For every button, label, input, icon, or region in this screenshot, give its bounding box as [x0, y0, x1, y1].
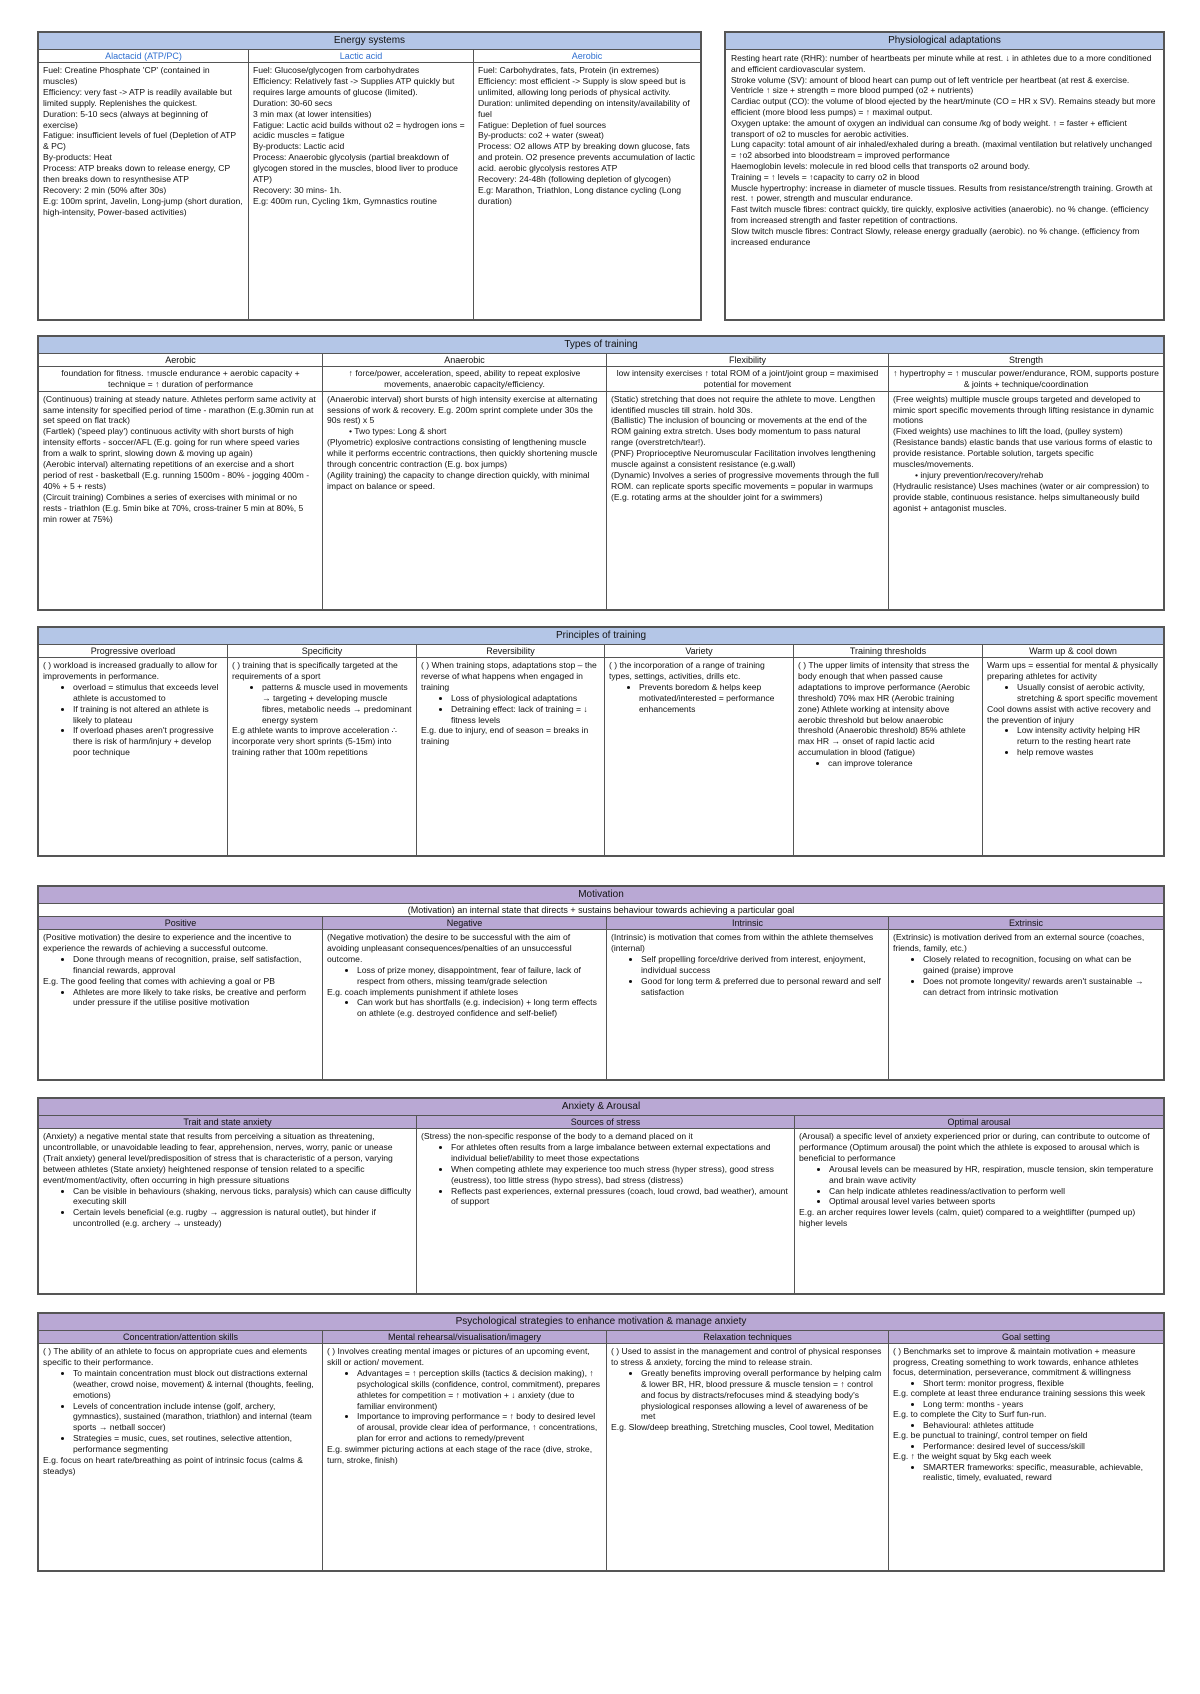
lactic-line: 3 min max (at lower intensities) [253, 108, 372, 119]
adaptation-item: Oxygen uptake: the amount of oxygen an individual can consume /kg of body weight. ↑ = faster + efficient transport of o2 to muscles for aerobic activities. [731, 117, 1127, 139]
principle-intro: ( ) workload is increased gradually to allow for improvements in performance. [43, 660, 218, 681]
training-anaerobic-column [323, 354, 607, 610]
aerobic-column [474, 50, 700, 320]
types-of-training-title: Types of training [39, 337, 1163, 354]
principle-outro: E.g. due to injury, end of season = breaks in training [421, 725, 589, 747]
aerobic-line: Fuel: Carbohydrates, fats, Protein (in extremes) [478, 65, 660, 75]
principle-bullet: • overload = stimulus that exceeds level athlete is accustomed to [73, 682, 223, 704]
principle-bullet: • Low intensity activity helping HR return to the resting heart rate [1017, 725, 1159, 747]
lactic-line: By-products: Lactic acid [253, 141, 345, 152]
training-flexibility-heading: Flexibility [607, 354, 888, 367]
psych-outro: E.g. Slow/deep breathing, Stretching muscles, Cool towel, Meditation [611, 1422, 874, 1433]
mental-rehearsal-heading: Mental rehearsal/visualisation/imagery [323, 1331, 606, 1344]
lactic-line: E.g: 400m run, Cycling 1km, Gymnastics routine [253, 195, 437, 206]
adaptation-item: Stroke volume (SV): amount of blood heart can pump out of left ventricle per heartbeat (at rest & exercise. Ventricle ↑ size + strength = more blood pumped (o2 + nutrients) [731, 74, 1130, 96]
aerobic-line: Efficiency: most efficient -> Supply is slow speed but is unlimited, allowing long periods of physical activity. [478, 75, 686, 97]
training-thresholds-column [794, 645, 983, 856]
lactic-acid-heading: Lactic acid [249, 50, 473, 63]
training-line: (Plyometric) explosive contractions consisting of lengthening muscle while it performs eccentric contractions, then quickly shortening muscle through concentric contraction (E.g. box jumps) [327, 437, 598, 470]
motivation-bullet: • Athletes are more likely to take risks, be creative and perform under pressure if the utilise positive motivation [73, 987, 318, 1009]
optimal-arousal-column [795, 1116, 1163, 1294]
sources-of-stress-column [417, 1116, 795, 1294]
lactic-line: Fatigue: Lactic acid builds without o2 = hydrogen ions = acidic muscles = fatigue [253, 119, 465, 141]
psych-intro: ( ) Involves creating mental images or pictures of an upcoming event, skill or action/ movement. [327, 1346, 590, 1367]
lactic-line: Efficiency: Relatively fast -> Supplies ATP quickly but requires large amounts of glucose (limited). [253, 75, 455, 97]
alactacid-heading: Alactacid (ATP/PC) [39, 50, 248, 63]
reversibility-heading: Reversibility [417, 645, 604, 658]
alactacid-line: Process: ATP breaks down to release energy, CP then breaks down to resynthesise ATP [43, 163, 231, 185]
principle-intro: ( ) the incorporation of a range of training types, settings, activities, drills etc. [609, 660, 765, 681]
training-flexibility-column [607, 354, 889, 610]
alactacid-line: Fatigue: insufficient levels of fuel (Depletion of ATP & PC) [43, 130, 236, 152]
anxiety-arousal-section [37, 1097, 1165, 1295]
motivation-bullet: • Good for long term & preferred due to personal reward and self satisfaction [641, 976, 884, 998]
principle-bullet: • help remove wastes [1017, 747, 1159, 758]
anxiety-bullet: • Arousal levels can be measured by HR, respiration, muscle tension, skin temperature and brain wave activity [829, 1164, 1159, 1186]
adaptation-item: Slow twitch muscle fibres: Contract Slowly, release energy gradually (aerobic). no % change. (efficiency from increased endurance [731, 225, 1140, 247]
adaptation-item: Lung capacity: total amount of air inhaled/exhaled during a breath. (maximal ventilation but relatively unchanged = ↑o2 absorbed into bloodstream = improved performance [731, 139, 1153, 161]
anxiety-intro: (Anxiety) a negative mental state that results from perceiving a situation as threatening, uncontrollable, or unavoidable leading to fear, apprehension, nerves, worry, panic or unease (Trait anxiety) general level/predisposition of stress that is characteristic of a person, varying between athletes (State anxiety) heightened response of tension related to a specific event/moment/activity, often occurring in high pressure situations [43, 1131, 393, 1185]
principle-bullet: • patterns & muscle used in movements → targeting + developing muscle fibres, metabolic needs → predominant energy system [262, 682, 412, 726]
psych-bullet: • Importance to improving performance = ↑ body to desired level of arousal, provide clear idea of performance, ↑ concentrations, plan for error and actions to remedy/prevent [357, 1411, 602, 1444]
positive-heading: Positive [39, 917, 322, 930]
motivation-bullet: • Does not promote longevity/ rewards aren't sustainable → can detract from intrinsic motivation [923, 976, 1159, 998]
reversibility-column [417, 645, 605, 856]
training-aerobic-intro: foundation for fitness. ↑muscle endurance + aerobic capacity + technique = ↑ duration of performance [39, 367, 322, 392]
motivation-intro: (Extrinsic) is motivation derived from an external source (coaches, friends, family, etc.) [893, 932, 1145, 953]
principle-bullet: • can improve tolerance [828, 758, 978, 769]
principle-intro: ( ) The upper limits of intensity that stress the body enough that when passed cause adaptations to improve performance (Aerobic threshold) 70% max HR (Aerobic training zone) Athlete working at intensity above aerobic threshold but below anaerobic threshold (Anaerobic threshold) 85% athlete max HR → onset of rapid lactic acid accumulation in blood (fatigue) [798, 660, 970, 758]
aerobic-heading: Aerobic [474, 50, 700, 63]
motivation-intro: (Negative motivation) the desire to be successful with the aim of avoiding unpleasant consequences/penalties of an unsuccessful outcome. [327, 932, 572, 964]
principle-bullet: • Usually consist of aerobic activity, stretching & sport specific movement [1017, 682, 1159, 704]
training-anaerobic-intro: ↑ force/power, acceleration, speed, ability to repeat explosive movements, anaerobic capacity/efficiency. [323, 367, 606, 392]
alactacid-column [39, 50, 249, 320]
sources-of-stress-heading: Sources of stress [417, 1116, 794, 1129]
training-line: (Anaerobic interval) short bursts of high intensity exercise at alternating sessions of work & recovery. E.g. 200m sprint complete under 30s the 90s rest) x 5 [327, 393, 598, 426]
specificity-column [228, 645, 417, 856]
negative-motivation-column [323, 917, 607, 1081]
training-strength-intro: ↑ hypertrophy = ↑ muscular power/endurance, ROM, supports posture & joints + technique/coordination [889, 367, 1163, 392]
psych-bullet: • SMARTER frameworks: specific, measurable, achievable, realistic, timely, evaluated, reward [923, 1462, 1159, 1483]
psych-outro: E.g. to complete the City to Surf fun-run. [893, 1409, 1047, 1419]
warm-up-cool-down-column [983, 645, 1163, 856]
psych-bullet: • To maintain concentration must block out distractions external (weather, crowd noise, movement) & internal (thoughts, feeling, emotions) [73, 1368, 318, 1401]
anxiety-bullet: • For athletes often results from a large imbalance between external expectations and individual belief/ability to meet those expectations [451, 1142, 790, 1164]
energy-systems-title: Energy systems [39, 33, 700, 50]
intrinsic-motivation-column [607, 917, 889, 1081]
training-anaerobic-heading: Anaerobic [323, 354, 606, 367]
training-line: • injury prevention/recovery/rehab [915, 469, 1044, 480]
anxiety-bullet: • Can be visible in behaviours (shaking, nervous ticks, paralysis) which can cause difficulty executing skill [73, 1186, 412, 1208]
psych-bullet: • Short term: monitor progress, flexible [923, 1378, 1159, 1389]
training-line: (Fartlek) ('speed play') continuous activity with short bursts of high intensity efforts - soccer/AFL (E.g. going for run where speed varies from a walk to sprint, slowing down & moving up again) [43, 426, 300, 459]
positive-motivation-column [39, 917, 323, 1081]
anxiety-bullet: • Certain levels beneficial (e.g. rugby → aggression is natural outlet), but hinder if uncontrolled (e.g. archery → unsteady) [73, 1207, 412, 1229]
aerobic-line: Duration: unlimited depending on intensity/availability of fuel [478, 97, 690, 119]
training-line: • Two types: Long & short [349, 426, 447, 437]
psych-bullet: • Long term: months - years [923, 1399, 1159, 1410]
psych-outro: E.g. complete at least three endurance training sessions this week [893, 1388, 1146, 1398]
training-line: (Hydraulic resistance) Uses machines (water or air compression) to provide stable, continuous resistance. helps simultaneously build agonist + antagonist muscles. [893, 480, 1149, 513]
variety-column [605, 645, 794, 856]
anxiety-bullet: • Can help indicate athletes readiness/activation to perform well [829, 1186, 1159, 1197]
adaptation-item: Muscle hypertrophy: increase in diameter of muscle tissues. Results from resistance/strength training. Growth at rest. ↑ power, strength and muscular endurance. [731, 182, 1153, 204]
motivation-bullet: • Loss of prize money, disappointment, fear of failure, lack of respect from others, missing team/grade selection [357, 965, 602, 987]
physiological-adaptations-title: Physiological adaptations [726, 33, 1163, 50]
trait-state-anxiety-column [39, 1116, 417, 1294]
principle-bullet: • If overload phases aren't progressive there is risk of harm/injury + develop poor technique [73, 725, 223, 758]
principle-outro: Cool downs assist with active recovery and the prevention of injury [987, 703, 1151, 725]
goal-setting-heading: Goal setting [889, 1331, 1163, 1344]
psych-bullet: • Behavioural: athletes attitude [923, 1420, 1159, 1431]
physiological-adaptations-section [724, 31, 1165, 321]
motivation-definition: (Motivation) an internal state that directs + sustains behaviour towards achieving a particular goal [39, 904, 1163, 917]
adaptation-item: Fast twitch muscle fibres: contract quickly, tire quickly, explosive activities (anaerobic). no % change. (efficiency from increased strength and faster repetition of contractions. [731, 204, 1149, 225]
goal-setting-column [889, 1331, 1163, 1571]
psych-bullet: • Strategies = music, cues, set routines, selective attention, performance segmenting [73, 1433, 318, 1455]
motivation-title: Motivation [39, 887, 1163, 904]
concentration-column [39, 1331, 323, 1571]
concentration-heading: Concentration/attention skills [39, 1331, 322, 1344]
adaptation-item: Haemoglobin levels: molecule in red blood cells that transports o2 around body. [731, 160, 1030, 171]
training-line: (Fixed weights) use machines to lift the load, (pulley system) [893, 426, 1123, 437]
training-line: (Resistance bands) elastic bands that use various forms of elastic to provide resistance. Portable solution, targets specific muscles/movements. [893, 437, 1153, 470]
adaptation-item: Resting heart rate (RHR): number of heartbeats per minute while at rest. ↓ in athletes due to a more conditioned and efficient cardiovascular system. [731, 53, 1152, 74]
variety-heading: Variety [605, 645, 793, 658]
motivation-outro: E.g. The good feeling that comes with achieving a goal or PB [43, 975, 276, 986]
specificity-heading: Specificity [228, 645, 416, 658]
psychological-strategies-section [37, 1312, 1165, 1572]
training-line: (Continuous) training at steady nature. Athletes perform same activity at same intensity for specified period of time - marathon (E.g.30min run at set speed on flat track) [43, 393, 316, 426]
adaptation-item: Cardiac output (CO): the volume of blood ejected by the heart/minute (CO = HR x SV). Remains steady but more efficient (more blood less pumps) = ↑ maximal output. [731, 96, 1156, 117]
anxiety-bullet: • When competing athlete may experience too much stress (hyper stress), good stress (eustress), too little stress (hypo stress), bad stress (distress) [451, 1164, 790, 1186]
anxiety-outro: E.g. an archer requires lower levels (calm, quiet) compared to a weightlifter (pumped up) higher levels [799, 1207, 1136, 1229]
training-line: (Agility training) the capacity to change direction quickly, with minimal impact on balance or speed. [327, 469, 590, 491]
psychological-strategies-title: Psychological strategies to enhance motivation & manage anxiety [39, 1314, 1163, 1331]
alactacid-line: Efficiency: very fast -> ATP is readily available but limited supply. Replenishes the quickest. [43, 86, 232, 108]
lactic-line: Recovery: 30 mins- 1h. [253, 184, 342, 195]
motivation-outro: E.g. coach implements punishment if athlete loses [327, 986, 519, 997]
anxiety-intro: (Arousal) a specific level of anxiety experienced prior or during, can contribute to outcome of performance (Optimum arousal) the point which the athlete is exposed to arousal which is beneficial to performance [799, 1131, 1150, 1163]
alactacid-line: E.g: 100m sprint, Javelin, Long-jump (short duration, high-intensity, Power-based activities) [43, 195, 243, 217]
mental-rehearsal-column [323, 1331, 607, 1571]
energy-systems-section [37, 31, 702, 321]
psych-bullet: • Advantages = ↑ perception skills (tactics & decision making), ↑ psychological skills (confidence, control, commitment), prepares athletes for competition = ↑ motivation + ↓ anxiety (due to familiar environment) [357, 1368, 602, 1412]
anxiety-intro: (Stress) the non-specific response of the body to a demand placed on it [421, 1131, 693, 1141]
training-strength-column [889, 354, 1163, 610]
training-line: (Static) stretching that does not require the athlete to move. Lengthen identified muscles till strain. hold 30s. [611, 393, 876, 415]
relaxation-column [607, 1331, 889, 1571]
principle-bullet: • Prevents boredom & helps keep motivated/interested = performance enhancements [639, 682, 789, 715]
psych-intro: ( ) Used to assist in the management and control of physical responses to stress & anxiety, forcing the mind to release strain. [611, 1346, 882, 1367]
relaxation-heading: Relaxation techniques [607, 1331, 888, 1344]
motivation-section [37, 885, 1165, 1081]
training-flexibility-intro: low intensity exercises ↑ total ROM of a joint/joint group = maximised potential for movement [607, 367, 888, 392]
anxiety-bullet: • Reflects past experiences, external pressures (coach, loud crowd, bad weather), amount of support [451, 1186, 790, 1208]
lactic-line: Fuel: Glucose/glycogen from carbohydrates [253, 65, 420, 75]
anxiety-arousal-title: Anxiety & Arousal [39, 1099, 1163, 1116]
principles-of-training-title: Principles of training [39, 628, 1163, 645]
psych-outro: E.g. swimmer picturing actions at each stage of the race (dive, stroke, turn, stroke, finish) [327, 1444, 593, 1466]
lactic-acid-column [249, 50, 474, 320]
alactacid-line: Fuel: Creatine Phosphate 'CP' (contained in muscles) [43, 65, 210, 86]
psych-bullet: • Greatly benefits improving overall performance by helping calm & lower BR, HR, blood pressure & muscle tension = ↑ control and focus by distracts/refocuses mind & steadying body's physiological responses allowing a level of awareness of be met [641, 1368, 884, 1423]
psych-outro: E.g. focus on heart rate/breathing as point of intrinsic focus (calms & steadys) [43, 1455, 303, 1476]
training-line: (Free weights) multiple muscle groups targeted and developed to mimic sport specific movements through lifting resistance in dynamic motions [893, 393, 1154, 426]
principle-bullet: • Detraining effect: lack of training = ↓ fitness levels [451, 704, 600, 726]
motivation-bullet: • Can work but has shortfalls (e.g. indecision) + long term effects on athlete (e.g. destroyed confidence and self-belief) [357, 997, 602, 1019]
training-strength-heading: Strength [889, 354, 1163, 367]
motivation-bullet: • Self propelling force/drive derived from interest, enjoyment, individual success [641, 954, 884, 976]
training-line: (Ballistic) The inclusion of bouncing or movements at the end of the ROM gaining extra stretch. Uses body momentum to pass natural range (overstretch/tear!). [611, 415, 867, 448]
principle-intro: ( ) When training stops, adaptations stop – the reverse of what happens when engaged in training [421, 660, 597, 692]
aerobic-line: E.g: Marathon, Triathlon, Long distance cycling (Long duration) [478, 184, 682, 206]
lactic-line: Process: Anaerobic glycolysis (partial breakdown of glycogen stored in the muscles, blood liver to produce ATP) [253, 152, 458, 185]
aerobic-line: By-products: co2 + water (sweat) [478, 130, 604, 141]
principle-outro: E.g athlete wants to improve acceleration ∴ incorporate very short sprints (5-15m) into training rather that 100m repetitions [232, 725, 398, 758]
alactacid-line: Recovery: 2 min (50% after 30s) [43, 184, 167, 195]
motivation-intro: (Intrinsic) is motivation that comes from within the athlete themselves (internal) [611, 932, 874, 953]
motivation-bullet: • Closely related to recognition, focusing on what can be gained (praise) improve [923, 954, 1159, 976]
training-aerobic-column [39, 354, 323, 610]
psych-intro: ( ) The ability of an athlete to focus on appropriate cues and elements specific to their performance. [43, 1346, 308, 1367]
progressive-overload-heading: Progressive overload [39, 645, 227, 658]
anxiety-bullet: • Optimal arousal level varies between sports [829, 1196, 1159, 1207]
aerobic-line: Process: O2 allows ATP by breaking down glucose, fats and protein. O2 presence prevents accumulation of lactic acid. aerobic glycolysis restores ATP [478, 141, 695, 174]
psych-intro: ( ) Benchmarks set to improve & maintain motivation + measure progress, Creating something to work towards, enhance athletes focus, determination, perseverance, commitment & willingness [893, 1346, 1139, 1377]
alactacid-line: By-products: Heat [43, 152, 112, 163]
adaptation-item: Training = ↑ levels = ↑capacity to carry o2 in blood [731, 171, 920, 182]
types-of-training-section [37, 335, 1165, 611]
training-line: (Aerobic interval) alternating repetitions of an exercise and a short period of rest - basketball (E.g. running 1500m - 80% - jogging 400m - 40% + 5 + rests) [43, 459, 310, 491]
intrinsic-heading: Intrinsic [607, 917, 888, 930]
psych-bullet: • Levels of concentration include intense (golf, archery, gymnastics), sustained (marathon, triathlon) and internal (team sports → netball soccer) [73, 1401, 318, 1434]
motivation-intro: (Positive motivation) the desire to experience and the incentive to experience the rewards of achieving a successful outcome. [43, 932, 292, 953]
training-line: (Circuit training) Combines a series of exercises with minimal or no rests - triathlon (E.g. 5min bike at 70%, cross-trainer 5 min at 80%, 5 min rower at 75%) [43, 491, 304, 524]
training-line: (PNF) Proprioceptive Neuromuscular Facilitation involves lengthening muscle against a consistent resistance (e.g.wall) [611, 448, 876, 470]
principles-of-training-section [37, 626, 1165, 857]
training-aerobic-heading: Aerobic [39, 354, 322, 367]
motivation-bullet: • Done through means of recognition, praise, self satisfaction, financial rewards, approval [73, 954, 318, 976]
principle-bullet: • Loss of physiological adaptations [451, 693, 600, 704]
optimal-arousal-heading: Optimal arousal [795, 1116, 1163, 1129]
warm-up-cool-down-heading: Warm up & cool down [983, 645, 1163, 658]
negative-heading: Negative [323, 917, 606, 930]
extrinsic-heading: Extrinsic [889, 917, 1163, 930]
training-line: (Dynamic) Involves a series of progressive movements through the full ROM. can replicate sports specific movements = popular in warmups (E.g. rotating arms at the shoulder joint for a swimmers) [611, 469, 879, 502]
principle-bullet: • If training is not altered an athlete is likely to plateau [73, 704, 223, 726]
aerobic-line: Recovery: 24-48h (following depletion of glycogen) [478, 174, 671, 185]
psych-bullet: • Performance: desired level of success/skill [923, 1441, 1159, 1452]
principle-intro: Warm ups = essential for mental & physically preparing athletes for activity [987, 660, 1158, 681]
extrinsic-motivation-column [889, 917, 1163, 1081]
principle-intro: ( ) training that is specifically targeted at the requirements of a sport [232, 660, 398, 681]
progressive-overload-column [39, 645, 228, 856]
alactacid-line: Duration: 5-10 secs (always at beginning of exercise) [43, 108, 208, 130]
psych-outro: E.g. ↑ the weight squat by 5kg each week [893, 1451, 1052, 1461]
training-thresholds-heading: Training thresholds [794, 645, 982, 658]
lactic-line: Duration: 30-60 secs [253, 97, 333, 108]
psych-outro: E.g. be punctual to training/, control temper on field [893, 1430, 1088, 1440]
aerobic-line: Fatigue: Depletion of fuel sources [478, 119, 607, 130]
trait-state-anxiety-heading: Trait and state anxiety [39, 1116, 416, 1129]
